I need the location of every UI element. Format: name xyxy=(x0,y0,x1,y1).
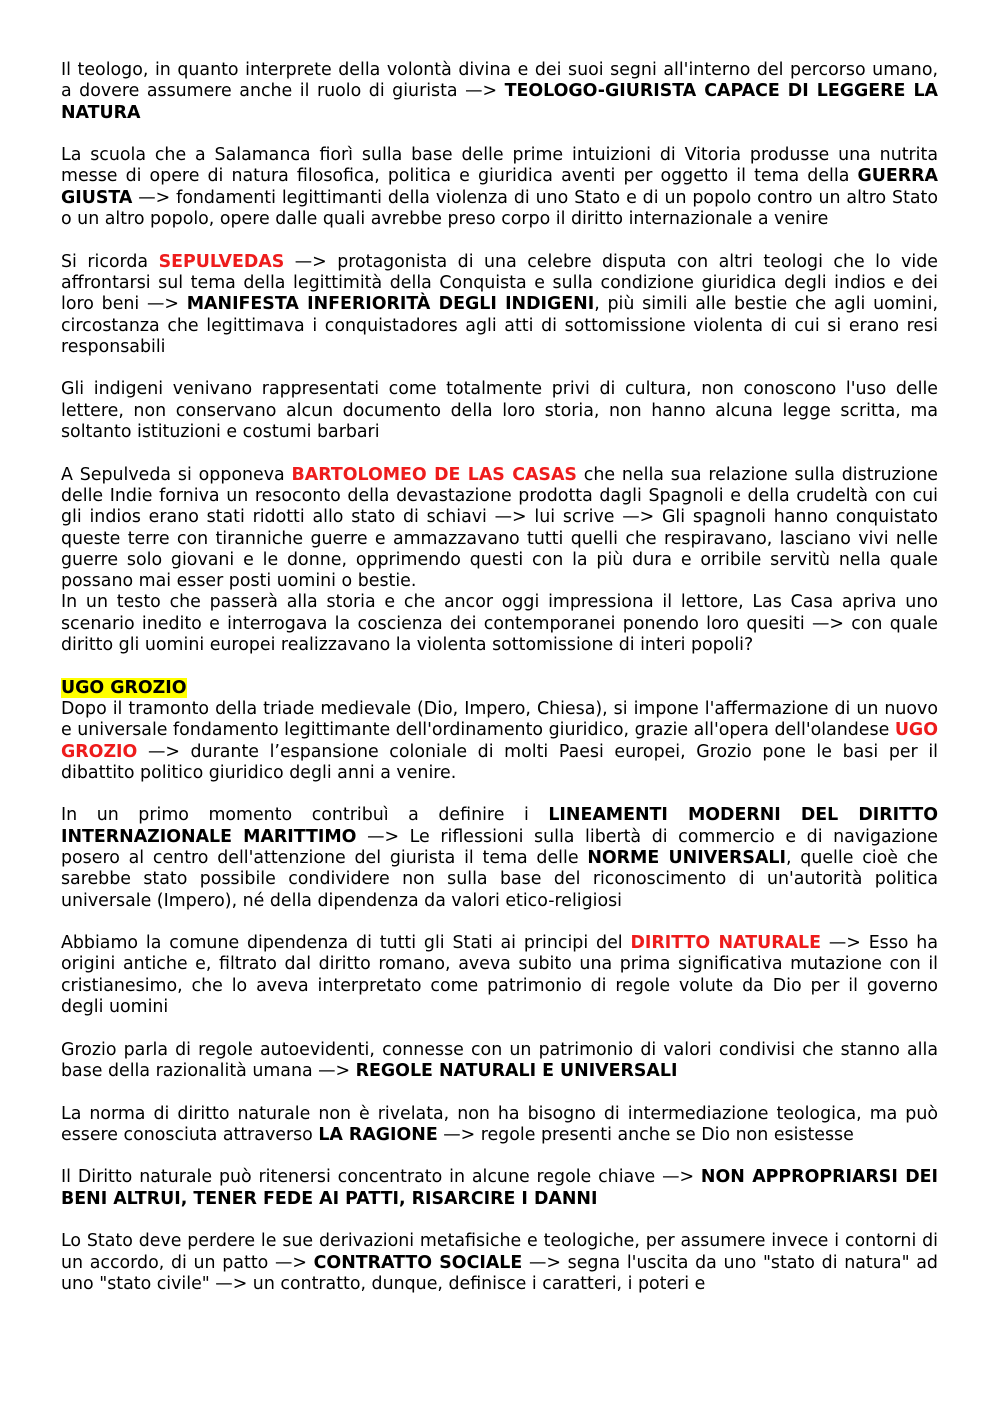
text: —> protagonista di una celebre disputa con altri teologi che lo vide affrontarsi sul tema della legittimità della Conquista e sulla condizione giuridica degli indios e dei loro beni —> xyxy=(61,251,938,315)
bold-term: REGOLE NATURALI E UNIVERSALI xyxy=(355,1060,678,1081)
text: —> Le riflessioni sulla libertà di commercio e di navigazione posero al centro dell'attenzione del giurista il tema delle xyxy=(61,826,938,868)
text: Dopo il tramonto della triade medievale (Dio, Impero, Chiesa), si impone l'affermazione di un nuovo e universale fondamento legittimante dell'ordinamento giuridico, grazie all'opera dell'olandese xyxy=(61,698,938,741)
bold-term: NORME UNIVERSALI xyxy=(587,847,786,868)
text: che nella sua relazione sulla distruzione delle Indie forniva un resoconto della devastazione prodotta dagli Spagnoli e della crudeltà con cui gli indios erano stati ridotti allo stato di schiavi —> lui scrive —> Gli spagnoli hanno conquistato queste terre con tiranniche guerre e ammazzavano tutti quelli che respiravano, lasciano vivi nelle guerre solo giovani e le donne, opprimendo questi con la più dura e orribile servitù nella quale possano mai esser posti uomini o bestie. xyxy=(61,464,938,592)
text: —> Esso ha origini antiche e, filtrato dal diritto romano, aveva subito una prima significativa mutazione con il cristianesimo, che lo aveva interpretato come patrimonio di regole volute da Dio per il governo degli uomini xyxy=(61,933,938,1018)
paragraph-contratto-sociale xyxy=(61,1231,938,1295)
text: In un primo momento contribuì a definire i xyxy=(61,805,549,826)
text: —> segna l'uscita da uno "stato di natura" ad uno "stato civile" —> un contratto, dunque, definisce i caratteri, i poteri e xyxy=(61,1252,938,1294)
paragraph-regole-autoevidenti xyxy=(61,1040,938,1083)
red-term: UGO GROZIO xyxy=(61,720,938,762)
paragraph-indigeni xyxy=(61,379,938,443)
paragraph-guerra-giusta xyxy=(61,145,938,230)
paragraph-diritto-marittimo xyxy=(61,805,938,911)
bold-term: LA RAGIONE xyxy=(318,1124,438,1145)
red-term: BARTOLOMEO DE LAS CASAS xyxy=(291,464,577,485)
paragraph-sepulvedas xyxy=(61,252,938,358)
paragraph-regole-chiave xyxy=(61,1167,938,1210)
highlighted-heading: UGO GROZIO xyxy=(61,677,187,698)
text: —> durante l’espansione coloniale di molti Paesi europei, Grozio pone le basi per il dibattito politico giuridico degli anni a venire. xyxy=(61,741,938,783)
bold-term: LINEAMENTI MODERNI DEL DIRITTO INTERNAZIONALE MARITTIMO xyxy=(61,805,938,847)
section-heading xyxy=(61,678,938,699)
text: , più simili alle bestie che agli uomini, circostanza che legittimava i conquistadores agli atti di sottomissione violenta di cui si erano resi responsabili xyxy=(61,294,938,357)
red-term: SEPULVEDAS xyxy=(158,251,285,272)
text: Il teologo, in quanto interprete della volontà divina e dei suoi segni all'interno del percorso umano, a dovere assumere anche il ruolo di giurista —> xyxy=(61,60,938,102)
paragraph-grozio-intro xyxy=(61,699,938,784)
text: Abbiamo la comune dipendenza di tutti gli Stati ai principi del xyxy=(61,933,631,954)
paragraph-diritto-naturale xyxy=(61,933,938,1018)
text: —> regole presenti anche se Dio non esistesse xyxy=(437,1124,854,1145)
text: A Sepulveda si opponeva xyxy=(61,464,292,485)
bold-term: NON APPROPRIARSI DEI BENI ALTRUI, TENER FEDE AI PATTI, RISARCIRE I DANNI xyxy=(61,1167,938,1209)
text: , quelle cioè che sarebbe stato possibile condividere non sulla base del riconoscimento di un'autorità politica universale (Impero), né della dipendenza da valori etico-religiosi xyxy=(61,847,938,911)
text: Il Diritto naturale può ritenersi concentrato in alcune regole chiave —> xyxy=(61,1167,701,1188)
bold-term: GUERRA GIUSTA xyxy=(61,166,938,208)
red-term: DIRITTO NATURALE xyxy=(630,933,822,954)
text: Grozio parla di regole autoevidenti, connesse con un patrimonio di valori condivisi che stanno alla base della razionalità umana —> xyxy=(61,1039,938,1081)
paragraph-las-casa-quesiti xyxy=(61,592,938,656)
paragraph-ragione xyxy=(61,1104,938,1147)
bold-term: CONTRATTO SOCIALE xyxy=(313,1252,523,1273)
bold-term: MANIFESTA INFERIORITÀ DEGLI INDIGENI xyxy=(186,294,595,315)
paragraph-teologo-giurista xyxy=(61,60,938,124)
document-page xyxy=(61,60,938,1295)
text: La scuola che a Salamanca fiorì sulla base delle prime intuizioni di Vitoria produsse una nutrita messe di opere di natura filosofica, politica e giuridica aventi per oggetto il tema della xyxy=(61,145,938,187)
text: Lo Stato deve perdere le sue derivazioni metafisiche e teologiche, per assumere invece i contorni di un accordo, di un patto —> xyxy=(61,1231,938,1273)
text: La norma di diritto naturale non è rivelata, non ha bisogno di intermediazione teologica, ma può essere conosciuta attraverso xyxy=(61,1103,938,1145)
text: In un testo che passerà alla storia e che ancor oggi impressiona il lettore, Las Casa apriva uno scenario inedito e interrogava la coscienza dei contemporanei ponendo loro quesiti —> con quale diritto gli uomini europei realizzavano la violenta sottomissione di interi popoli? xyxy=(61,592,938,656)
text: —> fondamenti legittimanti della violenza di uno Stato e di un popolo contro un altro Stato o un altro popolo, opere dalle quali avrebbe preso corpo il diritto internazionale a venire xyxy=(61,187,938,230)
text: Gli indigeni venivano rappresentati come totalmente privi di cultura, non conoscono l'uso delle lettere, non conservano alcun documento della loro storia, non hanno alcuna legge scritta, ma soltanto istituzioni e costumi barbari xyxy=(61,379,938,443)
bold-term: TEOLOGO-GIURISTA CAPACE DI LEGGERE LA NATURA xyxy=(61,81,938,123)
paragraph-las-casas xyxy=(61,465,938,593)
text: Si ricorda xyxy=(61,251,159,272)
